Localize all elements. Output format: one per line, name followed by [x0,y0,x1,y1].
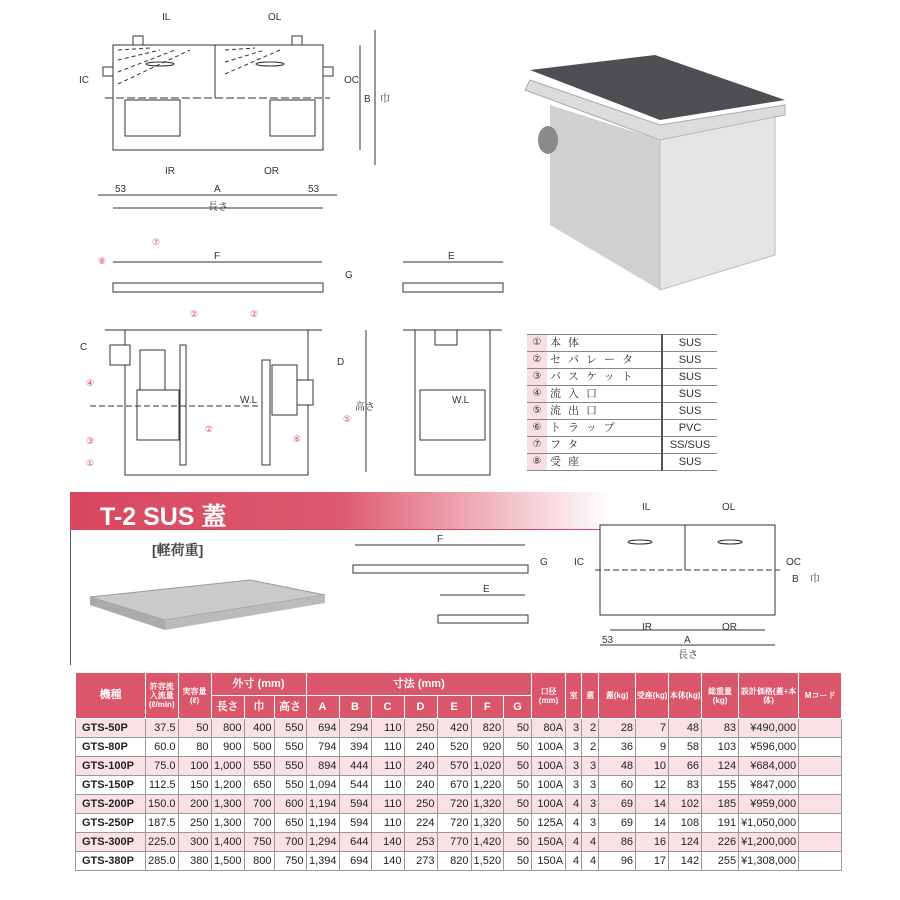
table-cell: 1,194 [306,795,339,814]
part-number: ⑥ [527,420,547,437]
parts-row [527,454,717,471]
col-price: 設計価格(蓋+本体) [739,673,799,719]
table-cell: 644 [339,833,371,852]
callout-2a: ② [190,309,199,319]
table-cell: 226 [702,833,739,852]
col-lids: 蓋 [582,673,599,719]
table-cell: 50 [504,738,532,757]
table-cell: 75.0 [146,757,179,776]
table-row [76,757,842,776]
col-bore: 口径(mm) [532,673,566,719]
table-cell: 285.0 [146,852,179,871]
col-a: A [306,696,339,719]
table-cell: 920 [471,738,504,757]
model-cell: GTS-150P [76,776,146,795]
label-f: F [214,251,221,262]
table-cell: 110 [371,757,404,776]
label-d: D [337,357,345,368]
table-cell: 650 [274,814,306,833]
table-cell: 50 [504,833,532,852]
table-cell: 155 [702,776,739,795]
table-cell: 1,094 [306,776,339,795]
part-material: SUS [662,369,717,386]
label-53-right: 53 [308,184,320,195]
table-cell: 12 [636,776,669,795]
part-material: SS/SUS [662,437,717,454]
table-cell: 1,000 [211,757,244,776]
table-cell: 142 [669,852,702,871]
table-cell: 694 [339,852,371,871]
small-label-ic: IC [574,557,584,568]
col-model: 機種 [76,673,146,719]
table-cell: 69 [599,795,636,814]
table-cell: 83 [669,776,702,795]
table-cell: 520 [437,738,471,757]
part-material: SUS [662,403,717,420]
table-row [76,814,842,833]
part-name: セパレータ [547,352,662,369]
lid-label-f: F [437,534,444,545]
table-cell: 1,500 [211,852,244,871]
label-width: 巾 [380,94,390,105]
table-cell: 500 [244,738,274,757]
table-cell: 2 [582,738,599,757]
table-cell: 1,320 [471,795,504,814]
product-photo [520,45,800,295]
part-number: ⑦ [527,437,547,454]
callout-1: ① [86,458,95,468]
section-view-drawing [80,237,503,475]
col-outer: 外寸 (mm) [211,673,306,696]
label-ir: IR [165,166,175,177]
label-53-left: 53 [115,184,127,195]
table-cell: 4 [566,833,582,852]
table-cell: 28 [599,719,636,738]
small-label-oc: OC [786,557,801,568]
table-cell [799,719,842,738]
part-material: SUS [662,386,717,403]
table-cell: 694 [306,719,339,738]
table-cell: 110 [371,719,404,738]
plan-view-drawing [79,12,390,213]
table-cell: 1,300 [211,814,244,833]
table-row [76,776,842,795]
parts-row [527,335,717,352]
table-cell: ¥1,050,000 [739,814,799,833]
table-cell: 544 [339,776,371,795]
table-cell: 720 [437,814,471,833]
table-cell: ¥684,000 [739,757,799,776]
technical-drawings [0,0,520,480]
table-cell: 100A [532,757,566,776]
table-cell: 380 [178,852,211,871]
table-cell: 550 [274,757,306,776]
table-cell: 14 [636,795,669,814]
table-cell: 102 [669,795,702,814]
label-wl-side: W.L [452,395,470,406]
table-cell: 800 [244,852,274,871]
col-g: G [504,696,532,719]
table-cell: 60.0 [146,738,179,757]
table-cell: 700 [244,795,274,814]
table-cell: 150A [532,833,566,852]
table-cell: 140 [371,852,404,871]
table-cell: 1,220 [471,776,504,795]
plan-view-drawing-small [560,490,830,670]
part-material: SUS [662,454,717,471]
table-cell: 4 [566,795,582,814]
table-cell: 17 [636,852,669,871]
table-cell: 250 [404,795,437,814]
label-c: C [80,342,88,353]
lid-photo [85,575,345,645]
table-cell: 37.5 [146,719,179,738]
table-cell: 570 [437,757,471,776]
table-cell: ¥1,308,000 [739,852,799,871]
label-e: E [448,251,455,262]
callout-8: ⑧ [98,256,107,266]
table-cell: 110 [371,776,404,795]
col-dims: 寸法 (mm) [306,673,532,696]
table-cell: 66 [669,757,702,776]
table-cell: 108 [669,814,702,833]
label-a: A [214,184,221,195]
table-cell: 670 [437,776,471,795]
small-label-b: B [792,574,799,585]
table-cell: 80A [532,719,566,738]
table-cell: 4 [582,852,599,871]
col-mcode: Mコード [799,673,842,719]
table-cell: 300 [178,833,211,852]
table-cell: 594 [339,795,371,814]
lid-drawing [345,530,548,640]
col-d: D [404,696,437,719]
parts-list [527,334,717,471]
table-cell: 1,520 [471,852,504,871]
table-row [76,738,842,757]
banner-subtitle: [軽荷重] [152,542,204,558]
small-label-width: 巾 [810,574,820,585]
table-cell: 550 [274,719,306,738]
table-cell: 80 [178,738,211,757]
table-cell: 86 [599,833,636,852]
label-height: 高さ [355,402,375,413]
label-length: 長さ [208,202,228,213]
table-cell: 185 [702,795,739,814]
table-cell: ¥959,000 [739,795,799,814]
small-label-ol: OL [722,502,736,513]
table-cell [799,795,842,814]
part-number: ① [527,335,547,352]
table-cell: 650 [244,776,274,795]
table-cell: 400 [244,719,274,738]
table-cell: 294 [339,719,371,738]
table-cell: 150 [178,776,211,795]
parts-row [527,352,717,369]
table-cell: 720 [437,795,471,814]
table-cell: 250 [178,814,211,833]
small-label-length: 長さ [678,650,698,661]
table-cell: 800 [211,719,244,738]
table-cell: 1,194 [306,814,339,833]
table-cell: 3 [582,776,599,795]
callout-7: ⑦ [152,237,161,247]
model-cell: GTS-100P [76,757,146,776]
table-cell [799,738,842,757]
table-cell: 253 [404,833,437,852]
part-name: トラップ [547,420,662,437]
banner-title: T-2 SUS 蓋 [100,503,227,531]
label-g: G [345,270,353,281]
table-row [76,833,842,852]
col-seat-kg: 受座(kg) [636,673,669,719]
model-cell: GTS-50P [76,719,146,738]
small-label-a: A [684,635,691,646]
table-cell: 594 [339,814,371,833]
table-cell: 36 [599,738,636,757]
table-cell: 100A [532,776,566,795]
table-cell: 60 [599,776,636,795]
table-cell: 1,300 [211,795,244,814]
table-cell [799,757,842,776]
lid-label-g: G [540,557,548,568]
part-number: ② [527,352,547,369]
table-cell: 100A [532,738,566,757]
small-label-53: 53 [602,635,614,646]
table-cell: ¥1,200,000 [739,833,799,852]
col-c: C [371,696,404,719]
table-cell: 1,320 [471,814,504,833]
table-cell: 150A [532,852,566,871]
table-cell: 4 [566,852,582,871]
table-cell: 1,400 [211,833,244,852]
table-cell: 794 [306,738,339,757]
table-cell: 7 [636,719,669,738]
table-cell: 3 [582,814,599,833]
table-cell: 187.5 [146,814,179,833]
table-cell: 770 [437,833,471,852]
label-or: OR [264,166,279,177]
product-banner [70,492,610,530]
table-cell: 444 [339,757,371,776]
part-number: ⑧ [527,454,547,471]
table-cell: 1,294 [306,833,339,852]
spec-table [75,672,842,871]
callout-3: ③ [86,436,95,446]
part-number: ③ [527,369,547,386]
part-material: SUS [662,335,717,352]
part-number: ④ [527,386,547,403]
label-oc: OC [344,75,359,86]
callout-6: ⑥ [293,434,302,444]
table-row [76,852,842,871]
table-cell: 600 [274,795,306,814]
part-name: フタ [547,437,662,454]
part-material: PVC [662,420,717,437]
table-cell: 255 [702,852,739,871]
table-cell: 3 [582,757,599,776]
table-cell: 1,394 [306,852,339,871]
table-cell: 50 [504,814,532,833]
table-cell: 124 [702,757,739,776]
model-cell: GTS-380P [76,852,146,871]
table-cell: 103 [702,738,739,757]
table-cell [799,852,842,871]
table-cell: 10 [636,757,669,776]
table-cell: 9 [636,738,669,757]
table-cell [799,833,842,852]
table-cell: 58 [669,738,702,757]
table-cell: ¥596,000 [739,738,799,757]
table-cell: ¥490,000 [739,719,799,738]
small-label-or: OR [722,622,737,633]
table-cell: 96 [599,852,636,871]
table-cell: 140 [371,833,404,852]
table-cell: 240 [404,776,437,795]
label-il: IL [162,12,171,23]
table-cell: 225.0 [146,833,179,852]
table-cell: 110 [371,738,404,757]
table-cell: 69 [599,814,636,833]
table-cell: 200 [178,795,211,814]
parts-row [527,386,717,403]
table-cell: 191 [702,814,739,833]
small-label-ir: IR [642,622,652,633]
table-cell: 14 [636,814,669,833]
table-cell: 240 [404,757,437,776]
table-cell: 550 [244,757,274,776]
table-cell: 820 [471,719,504,738]
col-flow: 許容流入流量(ℓ/min) [146,673,179,719]
table-cell: 50 [178,719,211,738]
table-cell: 100A [532,795,566,814]
table-cell: 3 [566,757,582,776]
table-cell [799,776,842,795]
table-cell: 50 [504,852,532,871]
table-cell: 2 [582,719,599,738]
model-cell: GTS-300P [76,833,146,852]
table-cell: ¥847,000 [739,776,799,795]
col-total-kg: 総重量(kg) [702,673,739,719]
table-cell: 1,420 [471,833,504,852]
table-cell: 550 [274,738,306,757]
table-cell: 700 [274,833,306,852]
table-cell: 1,020 [471,757,504,776]
table-cell: 820 [437,852,471,871]
col-height: 高さ [274,696,306,719]
part-name: 流入口 [547,386,662,403]
table-cell: 550 [274,776,306,795]
table-cell: 750 [244,833,274,852]
table-cell: 3 [566,738,582,757]
callout-2c: ② [205,424,214,434]
table-cell: 50 [504,757,532,776]
table-cell: 700 [244,814,274,833]
part-material: SUS [662,352,717,369]
table-cell: 4 [566,814,582,833]
col-lid-kg: 蓋(kg) [599,673,636,719]
table-cell: 50 [504,776,532,795]
table-cell: 3 [566,776,582,795]
col-body-kg: 本体(kg) [669,673,702,719]
part-name: 受座 [547,454,662,471]
table-cell: 16 [636,833,669,852]
table-cell: 50 [504,719,532,738]
table-cell: 250 [404,719,437,738]
parts-row [527,403,717,420]
table-cell: 110 [371,795,404,814]
table-cell: 240 [404,738,437,757]
label-ic: IC [79,75,89,86]
col-capacity: 実容量(ℓ) [178,673,211,719]
table-row [76,795,842,814]
table-cell: 1,200 [211,776,244,795]
small-label-il: IL [642,502,651,513]
table-cell: 3 [582,795,599,814]
part-name: バスケット [547,369,662,386]
table-cell: 125A [532,814,566,833]
col-b: B [339,696,371,719]
table-cell: 124 [669,833,702,852]
table-cell: 110 [371,814,404,833]
callout-4: ④ [86,378,95,388]
table-cell [799,814,842,833]
table-cell: 224 [404,814,437,833]
table-cell: 83 [702,719,739,738]
table-cell: 150.0 [146,795,179,814]
model-cell: GTS-250P [76,814,146,833]
col-length: 長さ [211,696,244,719]
table-cell: 100 [178,757,211,776]
lid-label-e: E [483,584,490,595]
table-cell: 420 [437,719,471,738]
part-name: 流出口 [547,403,662,420]
divider [70,530,71,665]
col-rooms: 室 [566,673,582,719]
table-cell: 750 [274,852,306,871]
label-ol: OL [268,12,282,23]
table-cell: 394 [339,738,371,757]
table-cell: 48 [669,719,702,738]
parts-row [527,420,717,437]
table-cell: 4 [582,833,599,852]
table-cell: 894 [306,757,339,776]
table-cell: 48 [599,757,636,776]
label-wl: W.L [240,395,258,406]
table-cell: 112.5 [146,776,179,795]
label-b: B [364,94,371,105]
callout-2b: ② [250,309,259,319]
model-cell: GTS-200P [76,795,146,814]
table-cell: 3 [566,719,582,738]
parts-row [527,369,717,386]
table-cell: 900 [211,738,244,757]
col-width: 巾 [244,696,274,719]
part-number: ⑤ [527,403,547,420]
table-cell: 273 [404,852,437,871]
part-name: 本体 [547,335,662,352]
parts-row [527,437,717,454]
col-e: E [437,696,471,719]
callout-5: ⑤ [343,414,352,424]
table-row [76,719,842,738]
col-f: F [471,696,504,719]
table-cell: 50 [504,795,532,814]
model-cell: GTS-80P [76,738,146,757]
